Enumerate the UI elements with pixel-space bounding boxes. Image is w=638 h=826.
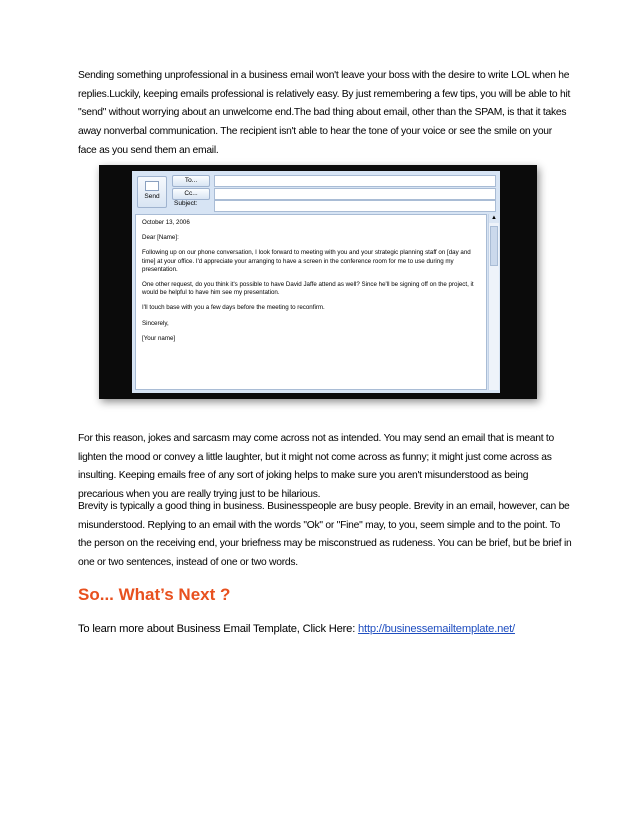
- to-button: To...: [172, 175, 210, 187]
- whats-next-heading: So... What’s Next ?: [78, 585, 231, 604]
- to-field: [214, 175, 496, 187]
- email-window: [132, 171, 500, 393]
- email-date: October 13, 2006: [142, 219, 190, 226]
- email-body-paragraph: One other request, do you think it's possible to have David Jaffe attend as well? Since he'll be signing off on the project, it would be helpful to have him see my presentation.: [142, 281, 474, 297]
- send-label: Send: [144, 193, 160, 200]
- intro-paragraph: Sending something unprofessional in a business email won't leave your boss with the desire to write LOL when he replies.Luckily, keeping emails professional is relatively easy. By just remembering a few tips, you will be able to hit "send" without worrying about an unwelcome end.The bad thing about email, other than the SPAM, is that it takes away nonverbal communication. The recipient isn't able to hear the tone of your voice or see the smile on your face as you send them an email.: [78, 70, 571, 156]
- scroll-up-arrow-icon: ▲: [489, 214, 499, 223]
- send-button: [137, 176, 167, 208]
- brevity-paragraph: Brevity is typically a good thing in business. Businesspeople are busy people. Brevity in an email, however, can be misunderstood. Replying to an email with the words "Ok" or "Fine" may, to you, seem simple and to the point. To the person on the receiving end, your briefness may be misconstrued as rudeness. You can be brief, but be brief in one or two sentences, instead of one or two words.: [78, 501, 572, 569]
- email-body-paragraph: Following up on our phone conversation, I look forward to meeting with you and your strategic planning staff on [day and time] at your office. I'd appreciate your arranging to have a screen in the conference room for me to use during my presentation.: [142, 249, 471, 273]
- email-body: [135, 214, 487, 390]
- subject-label: Subject:: [174, 200, 198, 207]
- cc-button: Cc...: [172, 188, 210, 200]
- cta-line: [78, 620, 515, 638]
- scroll-thumb: [490, 226, 498, 266]
- business-email-template-link[interactable]: http://businessemailtemplate.net/: [358, 623, 515, 635]
- subject-field: [214, 200, 496, 212]
- email-body-paragraph: I'll touch base with you a few days before the meeting to reconfirm.: [142, 304, 325, 312]
- email-greeting: Dear [Name]:: [142, 234, 179, 242]
- email-scrollbar: [488, 214, 499, 390]
- email-signature: [Your name]: [142, 334, 176, 342]
- envelope-icon: [145, 181, 159, 191]
- cta-text: To learn more about Business Email Template, Click Here:: [78, 623, 359, 635]
- email-closing: Sincerely,: [142, 319, 169, 327]
- cc-field: [214, 188, 496, 200]
- email-screenshot: [99, 165, 537, 399]
- jokes-paragraph: For this reason, jokes and sarcasm may come across not as intended. You may send an email that is meant to lighten the mood or convey a little laughter, but it might not come across as funny; it might just come across as insulting. Keeping emails free of any sort of joking helps to make sure you aren't misunderstood as being precarious when you are really trying just to be hilarious.: [78, 433, 555, 501]
